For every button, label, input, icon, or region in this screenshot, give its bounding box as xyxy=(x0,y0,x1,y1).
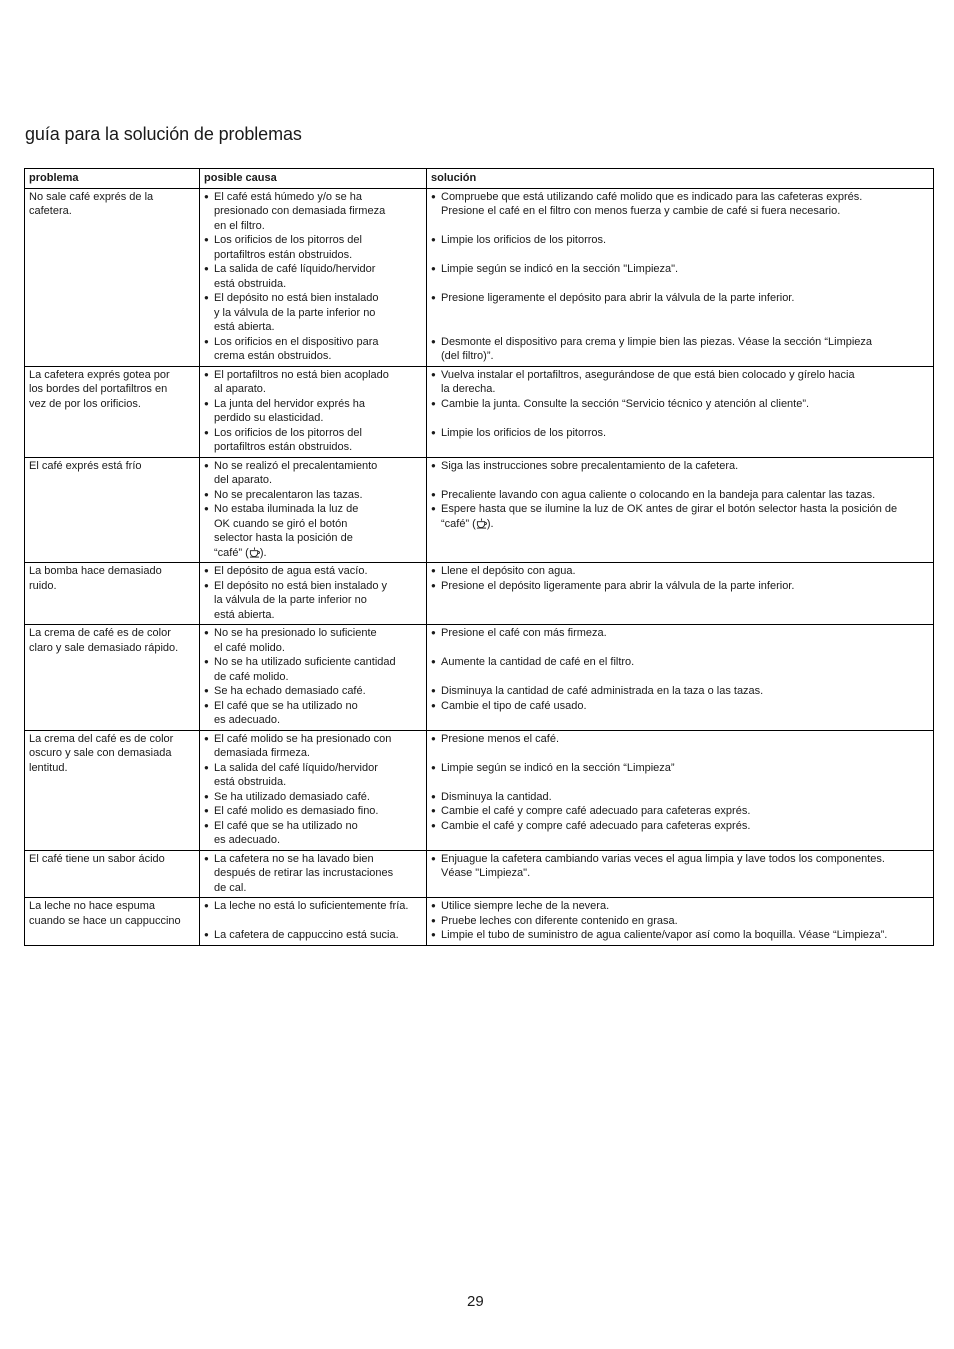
cause-item-text: El café molido es demasiado fino. xyxy=(214,805,379,817)
solution-item xyxy=(431,190,929,219)
cause-item-text: El portafiltros no está bien acoplado al aparato. xyxy=(214,368,389,395)
troubleshooting-table xyxy=(24,168,934,946)
solution-item xyxy=(431,790,929,805)
solution-item xyxy=(431,626,929,641)
cause-item xyxy=(204,928,422,943)
table-row xyxy=(25,563,934,625)
cause-item-text: La salida del café líquido/hervidor está obstruida. xyxy=(214,761,378,788)
cause-list xyxy=(204,459,422,561)
solution-item xyxy=(431,262,929,277)
cause-item-text: La cafetera de cappuccino está sucia. xyxy=(214,929,399,941)
problem-cell: El café exprés está frío xyxy=(25,457,200,563)
solution-cell xyxy=(427,898,934,946)
solution-item xyxy=(431,699,929,714)
cause-cell xyxy=(200,625,427,731)
solution-item-tail: ). xyxy=(486,517,494,530)
cause-cell xyxy=(200,188,427,366)
solution-item xyxy=(431,852,929,881)
cause-list xyxy=(204,626,422,728)
cause-item-text: No se precalentaron las tazas. xyxy=(214,488,363,501)
cause-item-text: El depósito no está bien instalado y la válvula de la parte inferior no está abierta. xyxy=(214,292,379,333)
header-problema: problema xyxy=(25,169,200,189)
solution-item xyxy=(431,899,929,914)
solution-item-text: Utilice siempre leche de la nevera. xyxy=(441,900,610,912)
coffee-cup-icon xyxy=(476,518,487,529)
cause-item xyxy=(204,397,422,426)
solution-cell xyxy=(427,563,934,625)
solution-item xyxy=(431,804,929,819)
solution-cell xyxy=(427,850,934,898)
cause-list xyxy=(204,190,422,364)
solution-cell xyxy=(427,625,934,731)
solution-item-text: Limpie según se indicó en la sección "Limpieza". xyxy=(441,263,679,275)
cause-list xyxy=(204,732,422,848)
solution-list xyxy=(431,899,929,943)
solution-item-text: Enjuague la cafetera cambiando varias veces el agua limpia y lave todos los componentes. Véase "Limpieza". xyxy=(441,852,885,879)
header-posible-causa: posible causa xyxy=(200,169,427,189)
solution-list xyxy=(431,459,929,532)
cause-list xyxy=(204,564,422,622)
solution-item xyxy=(431,579,929,594)
solution-item-text: Presione el depósito ligeramente para abrir la válvula de la parte inferior. xyxy=(441,579,795,592)
cause-cell xyxy=(200,730,427,850)
cause-item xyxy=(204,233,422,262)
cause-item xyxy=(204,579,422,623)
solution-item-text: Espere hasta que se ilumine la luz de OK antes de girar el botón selector hasta la posición de “café” ( xyxy=(441,503,898,530)
cause-item-text: No estaba iluminada la luz de OK cuando se giró el botón selector hasta la posición de “café” ( xyxy=(214,503,359,559)
solution-item-text: Limpie según se indicó en la sección “Limpieza” xyxy=(441,761,675,774)
solution-list xyxy=(431,368,929,441)
cause-item xyxy=(204,732,422,761)
cause-item-tail: ). xyxy=(259,546,267,559)
problem-cell: El café tiene un sabor ácido xyxy=(25,850,200,898)
cause-list xyxy=(204,368,422,455)
cause-list xyxy=(204,852,422,896)
solution-item xyxy=(431,368,929,397)
cause-item-text: El café molido se ha presionado con demasiada firmeza. xyxy=(214,732,392,759)
problem-cell: La bomba hace demasiado ruido. xyxy=(25,563,200,625)
solution-item xyxy=(431,233,929,248)
cause-item xyxy=(204,335,422,364)
cause-item xyxy=(204,426,422,455)
solution-item-text: Cambie el café y compre café adecuado para cafeteras exprés. xyxy=(441,819,751,832)
table-header-row xyxy=(25,169,934,189)
cause-item-text: El café que se ha utilizado no es adecuado. xyxy=(214,819,358,846)
cause-item-text: No se ha presionado lo suficiente el café molido. xyxy=(214,627,377,654)
problem-cell: La leche no hace espuma cuando se hace un cappuccino xyxy=(25,898,200,946)
cause-item xyxy=(204,655,422,684)
problem-cell: La crema de café es de color claro y sale demasiado rápido. xyxy=(25,625,200,731)
cause-item-text: No se realizó el precalentamiento del aparato. xyxy=(214,459,378,486)
table-row xyxy=(25,366,934,457)
problem-cell: La crema del café es de color oscuro y sale con demasiada lentitud. xyxy=(25,730,200,850)
cause-item-text: Se ha utilizado demasiado café. xyxy=(214,790,370,803)
cause-item xyxy=(204,459,422,488)
cause-cell xyxy=(200,850,427,898)
cause-item-text: El depósito no está bien instalado y la válvula de la parte inferior no está abierta. xyxy=(214,579,388,621)
solution-cell xyxy=(427,457,934,563)
cause-cell xyxy=(200,563,427,625)
cause-item xyxy=(204,819,422,848)
cause-item xyxy=(204,790,422,805)
solution-item-text: Vuelva instalar el portafiltros, asegurándose de que está bien colocado y gírelo hacia la derecha. xyxy=(441,368,855,395)
solution-item-text: Presione menos el café. xyxy=(441,732,560,745)
solution-item xyxy=(431,928,929,943)
cause-item-text: La cafetera no se ha lavado bien después de retirar las incrustaciones de cal. xyxy=(214,852,394,894)
cause-item-text: No se ha utilizado suficiente cantidad de café molido. xyxy=(214,656,396,683)
solution-list xyxy=(431,190,929,364)
solution-item xyxy=(431,426,929,441)
solution-list xyxy=(431,564,929,593)
solution-item xyxy=(431,397,929,412)
solution-item xyxy=(431,655,929,670)
problem-cell: No sale café exprés de la cafetera. xyxy=(25,188,200,366)
solution-item xyxy=(431,914,929,929)
problem-cell: La cafetera exprés gotea por los bordes del portafiltros en vez de por los orificios. xyxy=(25,366,200,457)
solution-item-text: Cambie la junta. Consulte la sección “Servicio técnico y atención al cliente”. xyxy=(441,397,810,410)
solution-item-text: Presione el café con más firmeza. xyxy=(441,627,607,639)
solution-item-text: Llene el depósito con agua. xyxy=(441,565,576,577)
solution-item xyxy=(431,502,929,531)
solution-cell xyxy=(427,366,934,457)
solution-item xyxy=(431,564,929,579)
solution-item-text: Disminuya la cantidad. xyxy=(441,790,552,803)
page-title: guía para la solución de problemas xyxy=(25,124,302,144)
solution-item xyxy=(431,684,929,699)
cause-item xyxy=(204,761,422,790)
solution-cell xyxy=(427,188,934,366)
cause-cell xyxy=(200,457,427,563)
table-row xyxy=(25,457,934,563)
cause-item-text: La salida de café líquido/hervidor está obstruida. xyxy=(214,263,376,290)
solution-item-text: Pruebe leches con diferente contenido en grasa. xyxy=(441,914,678,927)
cause-item xyxy=(204,368,422,397)
page-number: 29 xyxy=(467,1293,484,1310)
solution-item-text: Precaliente lavando con agua caliente o colocando en la bandeja para calentar las tazas. xyxy=(441,488,876,501)
solution-list xyxy=(431,732,929,834)
solution-item-text: Compruebe que está utilizando café molido que es indicado para las cafeteras exprés. Presione el café en el filtro con menos fuerza y cambie de café si fuera necesario. xyxy=(441,190,863,217)
cause-item-text: Los orificios en el dispositivo para crema están obstruidos. xyxy=(214,335,379,362)
solution-item xyxy=(431,732,929,747)
solution-list xyxy=(431,852,929,881)
table-row xyxy=(25,850,934,898)
coffee-cup-icon xyxy=(249,547,260,558)
cause-item xyxy=(204,852,422,896)
cause-list xyxy=(204,899,422,943)
cause-item-text: El depósito de agua está vacío. xyxy=(214,565,368,577)
cause-item-text: Se ha echado demasiado café. xyxy=(214,685,366,697)
cause-item xyxy=(204,502,422,560)
solution-item xyxy=(431,488,929,503)
cause-item-text: Los orificios de los pitorros del portafiltros están obstruidos. xyxy=(214,234,362,261)
header-solucion: solución xyxy=(427,169,934,189)
cause-cell xyxy=(200,898,427,946)
solution-item xyxy=(431,459,929,474)
cause-item xyxy=(204,564,422,579)
cause-item xyxy=(204,291,422,335)
solution-item xyxy=(431,761,929,776)
cause-item xyxy=(204,190,422,234)
solution-item-text: Cambie el tipo de café usado. xyxy=(441,699,587,712)
solution-item-text: Desmonte el dispositivo para crema y limpie bien las piezas. Véase la sección “Limpieza (del filtro)”. xyxy=(441,335,873,362)
cause-item xyxy=(204,699,422,728)
cause-item xyxy=(204,262,422,291)
cause-item xyxy=(204,488,422,503)
solution-item-text: Disminuya la cantidad de café administrada en la taza o las tazas. xyxy=(441,685,764,697)
solution-item-text: Limpie el tubo de suministro de agua caliente/vapor así como la boquilla. Véase “Limpieza”. xyxy=(441,929,888,941)
solution-item xyxy=(431,335,929,364)
cause-item xyxy=(204,684,422,699)
cause-item-text: El café que se ha utilizado no es adecuado. xyxy=(214,699,358,726)
table-row xyxy=(25,898,934,946)
solution-item-text: Aumente la cantidad de café en el filtro. xyxy=(441,656,635,668)
table-row xyxy=(25,625,934,731)
solution-item-text: Siga las instrucciones sobre precalentamiento de la cafetera. xyxy=(441,459,739,472)
solution-item-text: Cambie el café y compre café adecuado para cafeteras exprés. xyxy=(441,805,751,817)
cause-item xyxy=(204,899,422,914)
cause-item xyxy=(204,626,422,655)
solution-item-text: Limpie los orificios de los pitorros. xyxy=(441,234,607,246)
solution-item xyxy=(431,291,929,306)
table-row xyxy=(25,188,934,366)
solution-item-text: Limpie los orificios de los pitorros. xyxy=(441,426,607,439)
solution-item-text: Presione ligeramente el depósito para abrir la válvula de la parte inferior. xyxy=(441,292,795,304)
solution-item xyxy=(431,819,929,834)
cause-item xyxy=(204,804,422,819)
solution-list xyxy=(431,626,929,713)
cause-item-text: La junta del hervidor exprés ha perdido su elasticidad. xyxy=(214,397,366,424)
cause-item-text: Los orificios de los pitorros del portafiltros están obstruidos. xyxy=(214,426,362,453)
cause-cell xyxy=(200,366,427,457)
solution-cell xyxy=(427,730,934,850)
cause-item-text: El café está húmedo y/o se ha presionado con demasiada firmeza en el filtro. xyxy=(214,190,386,232)
cause-item-text: La leche no está lo suficientemente fría. xyxy=(214,900,409,912)
table-row xyxy=(25,730,934,850)
